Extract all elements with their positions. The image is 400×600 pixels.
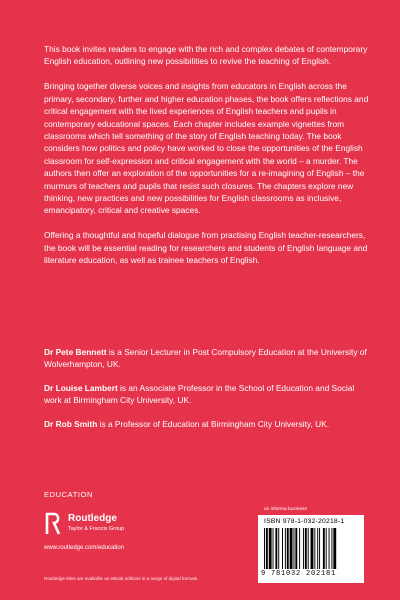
author-bios [44,346,372,441]
author-name: Dr Pete Bennett [44,347,107,357]
publisher-name: Routledge [68,513,117,524]
publisher-logo [44,510,194,538]
barcode-number: 9 781032 202181 [261,570,337,578]
author-bio-text: is a Senior Lecturer in Post Compulsory Education at the University of Wolverhampton, UK. [44,347,367,370]
description-paragraph-2: Bringing together diverse voices and insights from educators in English across the primary, secondary, further and higher education phases, the book offers reflections and critical engagement with the lived experiences of English teachers and pupils in contemporary educational spaces. Each chapter includes example vignettes from classrooms which tell something of the story of English teaching today. The book considers how politics and policy have worked to close the opportunities of the English classroom for self-expression and critical engagement with the world – a murder. The authors then offer an exploration of the opportunities for a re-imagining of English – the murmurs of teachers and pupils that resist such closures. The chapters explore new thinking, new practices and new possibilities for English classrooms as inclusive, emancipatory, critical and creative spaces. [44,81,369,216]
ebook-note: Routledge titles are available as eBook editions in a range of digital formats [44,576,198,581]
publisher-url[interactable]: www.routledge.com/education [44,545,125,551]
description-paragraph-3: Offering a thoughtful and hopeful dialogue from practising English teacher-researchers, the book will be essential reading for researchers and students of English language and literature education, as well as trainee teachers of English. [44,230,368,266]
author-name: Dr Rob Smith [44,418,98,429]
book-description [44,43,372,279]
informa-label: an informa business [264,507,307,512]
author-bio [44,382,372,407]
author-bio [44,346,372,371]
routledge-logo-icon [44,510,64,536]
author-name: Dr Louise Lambert [44,382,118,393]
description-paragraph-1: This book invites readers to engage with the rich and complex debates of contemporary English education, outlining new possibilities to revive the teaching of English. [44,44,368,67]
isbn: ISBN 978-1-032-20218-1 [264,518,345,525]
author-bio-text: is a Professor of Education at Birmingham City University, UK. [97,418,330,429]
barcode-icon [264,528,358,569]
subject-category: EDUCATION [44,490,94,499]
author-bio [44,418,372,430]
barcode-panel [258,515,364,583]
publisher-group: Taylor & Francis Group [68,526,125,532]
author-bio-text: is an Associate Professor in the School of Education and Social work at Birmingham City University, UK. [44,382,355,406]
